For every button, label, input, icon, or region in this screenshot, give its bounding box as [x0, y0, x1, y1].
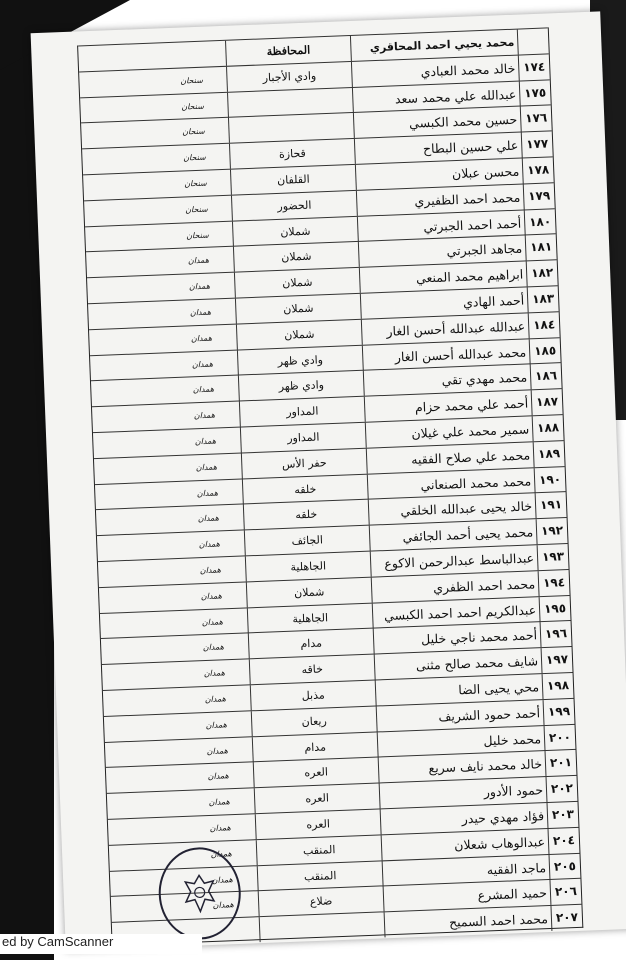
- governorate-name: همدان: [196, 488, 219, 498]
- person-name: عبدالوهاب شعلان: [381, 829, 550, 860]
- district-name: المداور: [240, 423, 366, 453]
- district-name: الحضور: [231, 191, 357, 221]
- person-name: أحمد علي محمد حزام: [364, 390, 533, 421]
- row-number: ١٨٥: [529, 338, 561, 364]
- governorate-name: همدان: [198, 539, 221, 550]
- row-number: ١٩٣: [537, 544, 569, 570]
- governorate-name: همدان: [197, 513, 220, 524]
- district-name: شملان: [235, 294, 361, 324]
- header-num-cell: [517, 28, 549, 54]
- person-name: عبدالله علي محمد سعد: [352, 81, 521, 112]
- district-name: مذبل: [250, 681, 376, 711]
- person-name: ابراهيم محمد المنعي: [359, 262, 528, 293]
- governorate-name: همدان: [207, 771, 229, 782]
- district-name: [259, 913, 385, 943]
- district-name: الجاهلية: [245, 552, 371, 582]
- person-name: خالد يحيى عبدالله الخلقي: [368, 494, 537, 525]
- person-name: حمود الأدور: [379, 777, 548, 808]
- row-number: ١٧٦: [520, 106, 552, 132]
- district-name: خلقه: [243, 500, 369, 530]
- governorate-name: همدان: [187, 255, 210, 266]
- district-name: العره: [253, 758, 379, 788]
- governorate-name: همدان: [202, 642, 225, 653]
- governorate-name: سنحان: [180, 75, 203, 86]
- district-name: وادي الأجبار: [226, 62, 352, 92]
- row-number: ١٩٤: [538, 570, 570, 596]
- person-name: سمير محمد علي غيلان: [365, 416, 534, 447]
- camscanner-watermark: ed by CamScanner: [0, 934, 202, 954]
- district-name: العره: [254, 784, 380, 814]
- district-name: ضلاع: [258, 887, 384, 917]
- row-number: ١٧٨: [522, 157, 554, 183]
- governorate-name: همدان: [210, 848, 232, 859]
- governorate-name: همدان: [190, 333, 213, 344]
- governorate-name: همدان: [194, 436, 217, 447]
- district-name: شملان: [246, 577, 372, 607]
- person-name: فؤاد مهدي حيدر: [380, 803, 549, 834]
- row-number: ١٩٧: [541, 647, 573, 673]
- row-number: ١٩٦: [540, 621, 572, 647]
- governorate-name: همدان: [193, 410, 216, 421]
- district-name: المداور: [239, 397, 365, 427]
- row-number: ٢٠٠: [544, 725, 576, 751]
- row-number: ٢٠٤: [548, 828, 580, 854]
- district-name: القلفان: [230, 165, 356, 195]
- person-name: أحمد محمد ناجي خليل: [373, 623, 542, 654]
- governorate-name: همدان: [206, 745, 228, 756]
- governorate-name: همدان: [208, 797, 230, 808]
- district-name: مدام: [248, 629, 374, 659]
- governorate-name: سنحان: [185, 230, 209, 241]
- row-number: ١٨١: [525, 235, 557, 261]
- row-number: ١٩١: [535, 492, 567, 518]
- names-table: [77, 27, 583, 945]
- person-name: ماجد الفقيه: [382, 855, 551, 886]
- district-name: وادي ظهر: [237, 345, 363, 375]
- row-number: ٢٠٣: [547, 802, 579, 828]
- header-district-cell: المحافظة: [225, 36, 351, 66]
- header-gov-cell: [154, 41, 227, 69]
- row-number: ١٨٠: [524, 209, 556, 235]
- row-number: ٢٠٧: [550, 905, 582, 931]
- district-name: المنقب: [257, 861, 383, 891]
- row-number: ١٨٦: [530, 364, 562, 390]
- row-number: ١٧٥: [519, 80, 551, 106]
- row-number: ١٩٨: [542, 673, 574, 699]
- header-name-cell: محمد يحيي احمد المحاقري: [350, 30, 519, 61]
- row-number: ١٧٧: [521, 132, 553, 158]
- district-name: قحازة: [229, 139, 355, 169]
- governorate-name: همدان: [203, 668, 226, 679]
- governorate-name: همدان: [191, 359, 214, 369]
- row-number: ١٩٢: [536, 518, 568, 544]
- row-number: ٢٠٦: [549, 879, 581, 905]
- governorate-name: همدان: [205, 720, 228, 730]
- eagle-emblem-icon: [182, 873, 218, 914]
- row-number: ١٨٢: [526, 260, 558, 286]
- district-name: ريعان: [251, 706, 377, 736]
- row-number: ١٨٨: [532, 415, 564, 441]
- district-name: شملان: [233, 242, 359, 272]
- person-name: علي حسين البطاح: [354, 133, 523, 164]
- governorate-name: سنحان: [181, 101, 204, 112]
- governorate-name: همدان: [211, 874, 233, 885]
- row-number: ٢٠١: [545, 750, 577, 776]
- person-name: أحمد احمد الجبرتي: [357, 210, 526, 241]
- person-name: عبدالباسط عبدالرحمن الاكوع: [370, 545, 539, 576]
- governorate-name: همدان: [201, 616, 224, 627]
- district-name: حفر الأس: [241, 449, 367, 479]
- governorate-name: همدان: [199, 565, 222, 576]
- district-name: الجاهلية: [247, 603, 373, 633]
- district-name: خلقه: [242, 474, 368, 504]
- person-name: مجاهد الجبرتي: [358, 236, 527, 267]
- district-name: شملان: [234, 268, 360, 298]
- district-name: مدام: [252, 732, 378, 762]
- row-number: ١٧٩: [523, 183, 555, 209]
- governorate-name: سنحان: [183, 152, 206, 163]
- person-name: محمد علي صلاح الفقيه: [366, 442, 535, 473]
- district-name: وادي ظهر: [238, 371, 364, 401]
- row-number: ١٨٤: [528, 312, 560, 338]
- person-name: خالد محمد العبادي: [351, 55, 520, 86]
- person-name: محمد احمد الظفري: [371, 571, 540, 602]
- row-number: ١٨٧: [531, 389, 563, 415]
- governorate-name: سنحان: [185, 204, 208, 215]
- person-name: محمد عبدالله أحسن الغار: [362, 339, 531, 370]
- row-number: ١٨٣: [527, 286, 559, 312]
- person-name: محمد محمد الصنعاني: [367, 468, 536, 499]
- governorate-name: سنحان: [184, 178, 207, 189]
- row-number: ١٩٩: [543, 699, 575, 725]
- person-name: أحمد حمود الشريف: [376, 700, 545, 731]
- district-name: شملان: [232, 216, 358, 246]
- person-name: عبدالكريم احمد احمد الكبسي: [372, 597, 541, 628]
- district-name: خاقه: [249, 655, 375, 685]
- row-number: ١٩٠: [534, 467, 566, 493]
- governorate-name: همدان: [209, 823, 231, 833]
- governorate-name: همدان: [189, 307, 212, 318]
- person-name: أحمد الهادي: [360, 287, 529, 318]
- person-name: محمد احمد السميح: [384, 906, 553, 937]
- person-name: محمد مهدي تقي: [363, 365, 532, 396]
- row-number: ١٨٩: [533, 441, 565, 467]
- person-name: عبدالله عبدالله أحسن الغار: [361, 313, 530, 344]
- person-name: محسن عبلان: [355, 158, 524, 189]
- district-name: الجائف: [244, 526, 370, 556]
- row-number: ٢٠٥: [549, 853, 581, 879]
- row-number: ٢٠٢: [546, 776, 578, 802]
- district-name: شملان: [236, 320, 362, 350]
- person-name: حسين محمد الكبسي: [353, 107, 522, 138]
- scanned-paper: [31, 11, 626, 950]
- governorate-name: همدان: [192, 384, 215, 395]
- row-number: ١٧٤: [518, 54, 550, 80]
- row-number: ١٩٥: [539, 596, 571, 622]
- governorate-name: همدان: [212, 900, 234, 911]
- person-name: خالد محمد نايف سريع: [378, 751, 547, 782]
- person-name: محي يحيى الضا: [375, 674, 544, 705]
- person-name: محمد احمد الظفيري: [356, 184, 525, 215]
- governorate-name: همدان: [200, 591, 223, 601]
- governorate-name: سنحان: [182, 127, 205, 137]
- district-name: العره: [255, 809, 381, 839]
- district-name: المنقب: [256, 835, 382, 865]
- governorate-name: همدان: [188, 281, 211, 292]
- person-name: محمد خليل: [377, 726, 546, 757]
- person-name: حميد المشرع: [383, 880, 552, 911]
- governorate-name: همدان: [195, 462, 218, 473]
- governorate-name: همدان: [204, 694, 227, 705]
- person-name: شايف محمد صالح مثنى: [374, 648, 543, 679]
- person-name: محمد يحيى أحمد الجائفي: [369, 519, 538, 550]
